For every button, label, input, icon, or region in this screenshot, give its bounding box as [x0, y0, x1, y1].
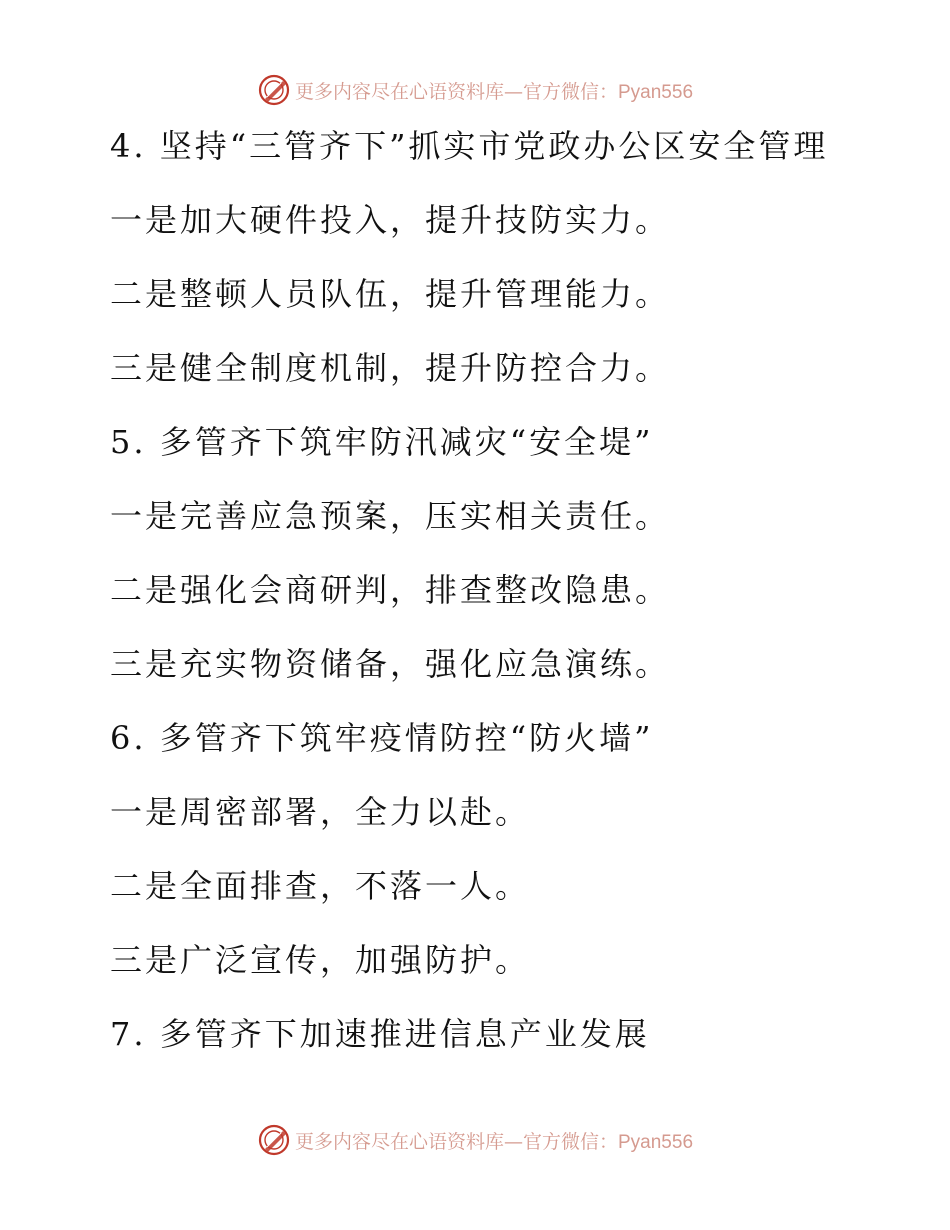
- watermark-text: 更多内容尽在心语资料库—官方微信：: [294, 1130, 618, 1153]
- watermark-id: Pyan556: [618, 81, 694, 103]
- watermark-text: 更多内容尽在心语资料库—官方微信：: [294, 80, 618, 103]
- paragraph-line: 一是加大硬件投入，提升技防实力。: [110, 201, 671, 239]
- watermark-footer: [0, 1120, 950, 1160]
- logo-icon: [257, 73, 291, 107]
- watermark-header: [0, 70, 950, 110]
- paragraph-line: 三是充实物资储备，强化应急演练。: [110, 645, 671, 683]
- paragraph-line: 三是广泛宣传，加强防护。: [110, 941, 531, 979]
- logo-icon: [257, 1123, 291, 1157]
- heading-5: 5. 多管齐下筑牢防汛减灾“安全堤”: [110, 423, 654, 461]
- watermark-id: Pyan556: [618, 1131, 694, 1153]
- heading-6: 6. 多管齐下筑牢疫情防控“防火墙”: [110, 719, 654, 757]
- heading-4: 4. 坚持“三管齐下”抓实市党政办公区安全管理: [110, 127, 829, 165]
- paragraph-line: 三是健全制度机制，提升防控合力。: [110, 349, 671, 387]
- paragraph-line: 一是完善应急预案，压实相关责任。: [110, 497, 671, 535]
- paragraph-line: 一是周密部署，全力以赴。: [110, 793, 531, 831]
- heading-7: 7. 多管齐下加速推进信息产业发展: [110, 1015, 650, 1053]
- paragraph-line: 二是整顿人员队伍，提升管理能力。: [110, 275, 671, 313]
- document-body: [110, 118, 900, 1080]
- paragraph-line: 二是全面排查，不落一人。: [110, 867, 531, 905]
- paragraph-line: 二是强化会商研判，排查整改隐患。: [110, 571, 671, 609]
